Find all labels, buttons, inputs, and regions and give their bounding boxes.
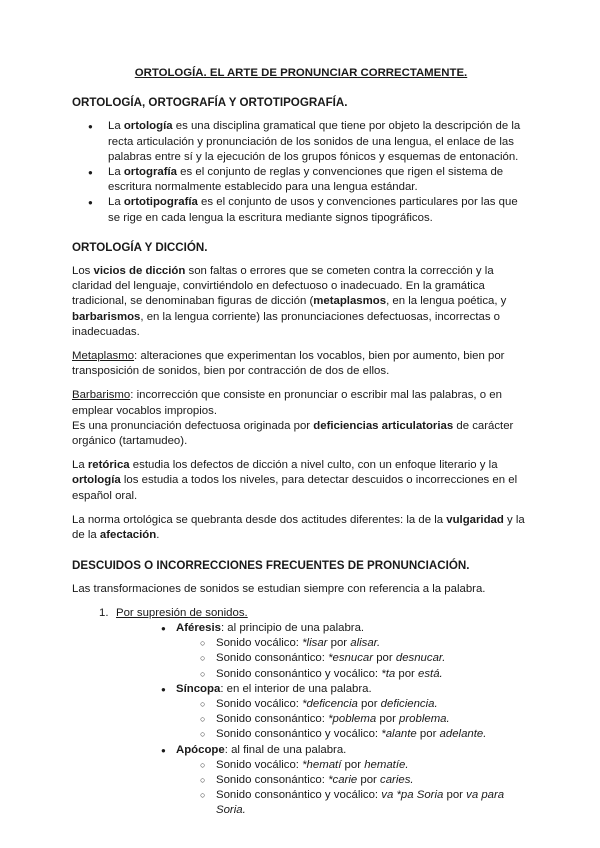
list-item: ○ Sonido consonántico: *poblema por problema. (216, 712, 530, 727)
document-page (72, 66, 530, 819)
section-heading-descuidos: DESCUIDOS O INCORRECCIONES FRECUENTES DE PRONUNCIACIÓN. (72, 559, 470, 573)
list-item: ● La ortología es una disciplina gramatical que tiene por objeto la descripción de la recta articulación y pronunciación de los sonidos de una lengua, el enlace de las palabras entre sí y la ejecución de los grupos fónicos y esquemas de entonación. (108, 119, 530, 165)
paragraph-barbarismo: Barbarismo: incorrección que consiste en pronunciar o escribir mal las palabras, o en emplear vocablos impropios. Es una pronunciación defectuosa originada por deficiencias articulatorias de carácter orgánico (tartamudeo). (72, 389, 514, 448)
list-item: ● La ortografía es el conjunto de reglas y convenciones que rigen el sistema de escritura normalmente establecido para una lengua estándar. (108, 165, 530, 195)
examples-list (176, 697, 530, 743)
paragraph-retorica: La retórica estudia los defectos de dicción a nivel culto, con un enfoque literario y la ortología los estudia a todos los niveles, para detectar descuidos o incorrecciones en el español oral. (72, 459, 518, 502)
numbered-list (72, 606, 530, 819)
list-item: ○ Sonido vocálico: *hematí por hematíe. (216, 758, 530, 773)
list-item-aferesis: ● Aféresis: al principio de una palabra. ○ Sonido vocálico: *lisar por alisar. ○ Sonido consonántico: *esnucar por desnucar. ○ Sonido consonántico y vocálico: *ta por está. (176, 621, 530, 682)
examples-list (176, 636, 530, 682)
section-heading-ortologia-diccion: ORTOLOGÍA Y DICCIÓN. (72, 240, 208, 254)
paragraph-intro: Las transformaciones de sonidos se estudian siempre con referencia a la palabra. (72, 583, 486, 596)
paragraph-metaplasmo: Metaplasmo: alteraciones que experimentan los vocablos, bien por aumento, bien por transposición de sonidos, bien por contracción de dos de ellos. (72, 350, 505, 378)
list-item-sincopa: ● Síncopa: en el interior de una palabra. ○ Sonido vocálico: *deficencia por deficiencia. ○ Sonido consonántico: *poblema por problema. ○ Sonido consonántico y vocálico: *alante por adelante. (176, 682, 530, 743)
definitions-list (72, 119, 530, 225)
list-item: ○ Sonido vocálico: *deficencia por deficiencia. (216, 697, 530, 712)
list-item: ○ Sonido consonántico: *esnucar por desnucar. (216, 651, 530, 666)
paragraph-norma: La norma ortológica se quebranta desde dos actitudes diferentes: la de la vulgaridad y la de la afectación. (72, 513, 525, 542)
paragraph-vicios: Los vicios de dicción son faltas o errores que se cometen contra la corrección y la claridad del lenguaje, convirtiéndolo en defectuoso o inadecuado. En la gramática tradicional, se denominaban figuras de dicción (metaplasmos, en la lengua poética, y barbarismos, en la lengua corriente) las pronunciaciones defectuosas, incorrectas o inadecuadas. (72, 265, 507, 338)
subtypes-list (116, 621, 530, 819)
list-item: ○ Sonido consonántico y vocálico: *ta por está. (216, 667, 530, 682)
list-item-supresion: 1. Por supresión de sonidos. ● Aféresis: al principio de una palabra. ○ Sonido vocálico: *lisar por alisar. ○ Sonido consonántico: *esnucar por desnucar. ○ Sonido consonántico y vocálico: *ta por está. ● Síncopa: en el interior de una palabra. ○ Sonido vocálico: *deficencia por deficiencia. ○ Sonido consonántico: *poblema por problema. ○ Sonido consonántico y vocálico: *alante por adelante. ● Apócope: al final de una palabra. ○ Sonido vocálico: *hematí por hematíe. ○ Sonido consonántico: *carie por caries. ○ Sonido consonántico y vocálico: va *pa Soria por va para Soria. (116, 606, 530, 819)
list-item: ○ Sonido consonántico y vocálico: va *pa Soria por va para Soria. (216, 788, 530, 818)
list-item-apocope: ● Apócope: al final de una palabra. ○ Sonido vocálico: *hematí por hematíe. ○ Sonido consonántico: *carie por caries. ○ Sonido consonántico y vocálico: va *pa Soria por va para Soria. (176, 743, 530, 819)
list-item: ○ Sonido vocálico: *lisar por alisar. (216, 636, 530, 651)
list-item: ○ Sonido consonántico: *carie por caries. (216, 773, 530, 788)
section-heading-ortologia-ortografia: ORTOLOGÍA, ORTOGRAFÍA Y ORTOTIPOGRAFÍA. (72, 96, 348, 110)
list-item: ● La ortotipografía es el conjunto de usos y convenciones particulares por las que se rige en cada lengua la escritura mediante signos tipográficos. (108, 195, 530, 225)
list-item: ○ Sonido consonántico y vocálico: *alante por adelante. (216, 727, 530, 742)
page-title: ORTOLOGÍA. EL ARTE DE PRONUNCIAR CORRECTAMENTE. (134, 67, 468, 79)
examples-list (176, 758, 530, 819)
